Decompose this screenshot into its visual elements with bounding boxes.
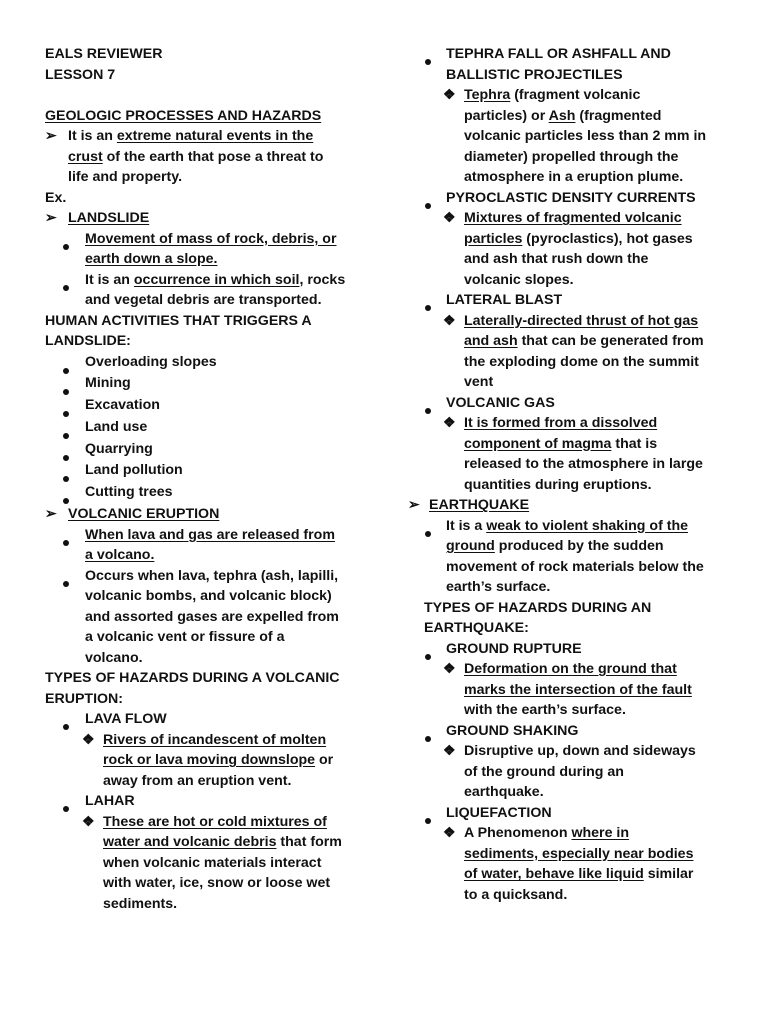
- bullet-icon: [63, 277, 69, 298]
- definition-item: ➢ It is an extreme natural events in the crust of the earth that pose a threat to life and property.: [45, 128, 324, 185]
- pyroclastic-heading: PYROCLASTIC DENSITY CURRENTS: [408, 188, 728, 209]
- list-item: Mining: [45, 373, 375, 395]
- tephra-heading: TEPHRA FALL OR ASHFALL AND BALLISTIC PROJECTILES: [408, 44, 728, 85]
- list-item: ❖ Rivers of incandescent of molten rock or lava moving downslope or away from an eruption vent.: [82, 731, 334, 789]
- list-item: ❖ It is formed from a dissolved component of magma that is released to the atmosphere in large quantities during eruptions.: [443, 415, 703, 493]
- list-item: Excavation: [45, 395, 375, 417]
- human-activities-heading: HUMAN ACTIVITIES THAT TRIGGERS A: [45, 312, 312, 329]
- landslide-heading: ➢ LANDSLIDE: [45, 208, 375, 229]
- example-label: Ex.: [45, 189, 67, 206]
- earthquake-heading: ➢ EARTHQUAKE: [408, 495, 728, 516]
- volcanic-hazards-heading: TYPES OF HAZARDS DURING A VOLCANIC: [45, 670, 340, 687]
- diamond-bullet-icon: ❖: [443, 825, 456, 841]
- bullet-icon: [63, 236, 69, 257]
- diamond-bullet-icon: ❖: [443, 312, 456, 329]
- ground-rupture-heading: GROUND RUPTURE: [408, 639, 728, 660]
- diamond-bullet-icon: ❖: [443, 210, 456, 226]
- section-heading: GEOLOGIC PROCESSES AND HAZARDS: [45, 107, 322, 124]
- arrow-bullet-icon: ➢: [45, 210, 57, 226]
- list-item: ❖ Laterally-directed thrust of hot gas and ash that can be generated from the exploding dome on the summit vent: [443, 312, 704, 390]
- list-item: When lava and gas are released from a volcano.: [45, 525, 375, 566]
- list-item: ❖ Tephra (fragment volcanic particles) or Ash (fragmented volcanic particles less than 2 mm in diameter) propelled through the atmosphere in a eruption plume.: [443, 87, 707, 185]
- liquefaction-heading: LIQUEFACTION: [408, 803, 728, 824]
- list-item: Occurs when lava, tephra (ash, lapilli, volcanic bombs, and volcanic block) and assorted gases are expelled from a volcanic vent or fissure of a volcano.: [45, 566, 375, 669]
- list-item: Land pollution: [45, 460, 375, 482]
- list-item: It is an occurrence in which soil, rocks and vegetal debris are transported.: [45, 270, 375, 311]
- lesson-label: LESSON 7: [45, 66, 116, 83]
- earthquake-hazards-heading: TYPES OF HAZARDS DURING AN EARTHQUAKE:: [424, 599, 652, 636]
- list-item: Movement of mass of rock, debris, or earth down a slope.: [45, 229, 375, 270]
- list-item: Quarrying: [45, 439, 375, 461]
- diamond-bullet-icon: ❖: [443, 661, 456, 677]
- lahar-heading: LAHAR: [45, 791, 375, 812]
- arrow-bullet-icon: ➢: [45, 128, 57, 144]
- volcanic-gas-heading: VOLCANIC GAS: [408, 393, 728, 414]
- right-column: [408, 44, 728, 905]
- diamond-bullet-icon: ❖: [443, 415, 456, 431]
- bullet-icon: [425, 523, 431, 544]
- lava-flow-heading: LAVA FLOW: [45, 709, 375, 730]
- human-activities-heading: LANDSLIDE:: [45, 333, 131, 349]
- doc-title: EALS REVIEWER: [45, 46, 163, 62]
- list-item: Land use: [45, 417, 375, 439]
- volcanic-eruption-heading: ➢ VOLCANIC ERUPTION: [45, 504, 375, 525]
- diamond-bullet-icon: ❖: [443, 87, 456, 103]
- bullet-icon: [63, 573, 69, 594]
- list-item: ❖ These are hot or cold mixtures of water and volcanic debris that form when volcanic materials interact with water, ice, snow or loose wet sediments.: [82, 813, 342, 912]
- diamond-bullet-icon: ❖: [443, 743, 456, 759]
- diamond-bullet-icon: ❖: [82, 813, 95, 830]
- left-column: [45, 44, 375, 914]
- list-item: Overloading slopes: [45, 352, 375, 374]
- bullet-icon: [425, 51, 431, 72]
- bullet-icon: [63, 532, 69, 553]
- arrow-bullet-icon: ➢: [45, 506, 57, 523]
- volcanic-hazards-heading: ERUPTION:: [45, 690, 124, 707]
- list-item: ❖ A Phenomenon where in sediments, especially near bodies of water, behave like liquid similar to a quicksand.: [443, 825, 694, 903]
- list-item: ❖ Deformation on the ground that marks the intersection of the fault with the earth’s surface.: [443, 661, 692, 718]
- list-item: ❖ Disruptive up, down and sideways of the ground during an earthquake.: [443, 743, 696, 800]
- diamond-bullet-icon: ❖: [82, 731, 95, 748]
- list-item: It is a weak to violent shaking of the ground produced by the sudden movement of rock materials below the earth’s surface.: [408, 516, 728, 598]
- ground-shaking-heading: GROUND SHAKING: [408, 721, 728, 742]
- human-activities-list: [45, 352, 375, 505]
- list-item: ❖ Mixtures of fragmented volcanic particles (pyroclastics), hot gases and ash that rush down the volcanic slopes.: [443, 210, 693, 288]
- list-item: Cutting trees: [45, 482, 375, 504]
- arrow-bullet-icon: ➢: [408, 497, 420, 513]
- lateral-blast-heading: LATERAL BLAST: [408, 290, 728, 311]
